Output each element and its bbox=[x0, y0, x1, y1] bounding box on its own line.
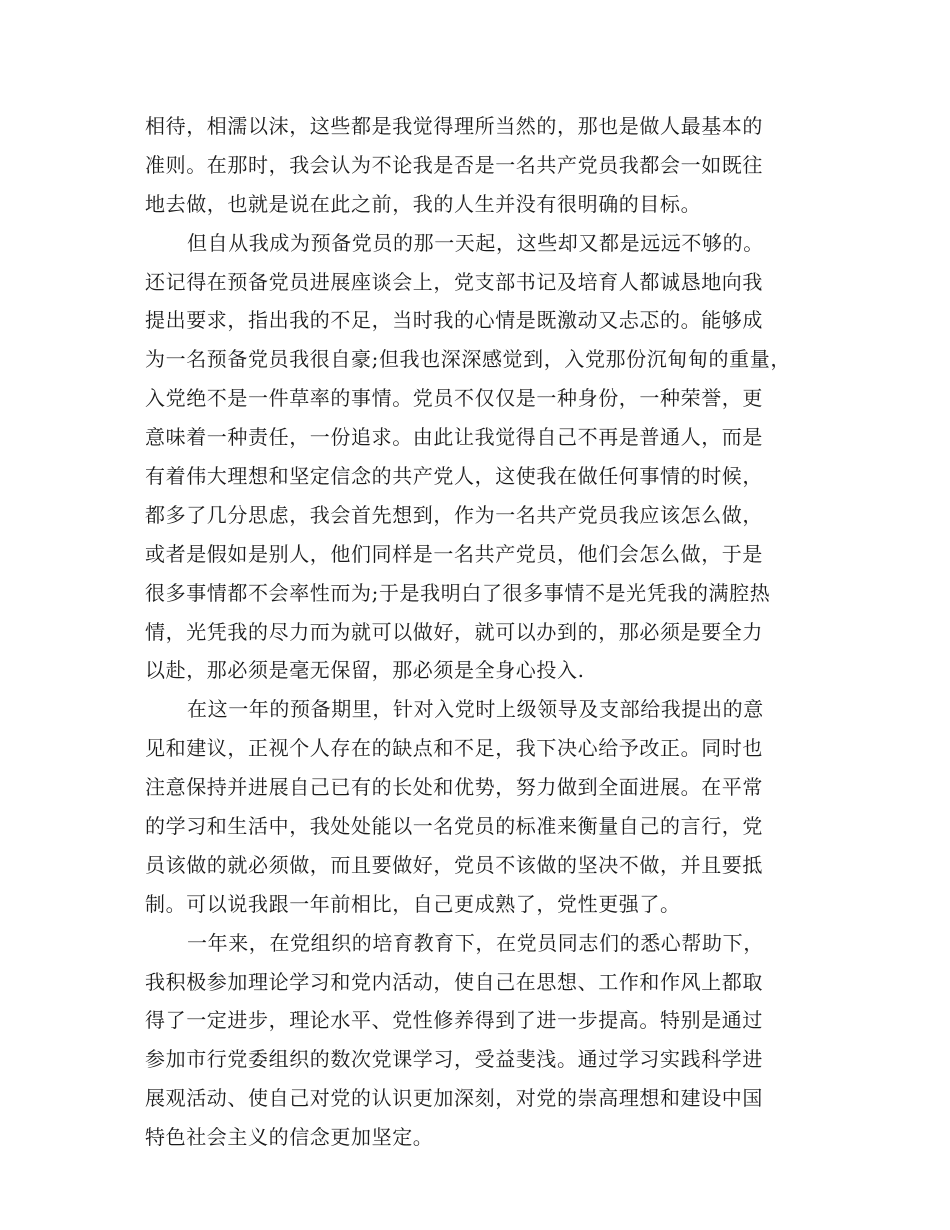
text-line: 都多了几分思虑，我会首先想到，作为一名共产党员我应该怎么做， bbox=[145, 502, 763, 527]
text-line: 意味着一种责任，一份追求。由此让我觉得自己不再是普通人，而是 bbox=[145, 425, 763, 450]
text-line: 展观活动、使自己对党的认识更加深刻，对党的崇高理想和建设中国 bbox=[145, 1086, 763, 1111]
text-line: 地去做，也就是说在此之前，我的人生并没有很明确的目标。 bbox=[145, 191, 702, 216]
text-line: 见和建议，正视个人存在的缺点和不足，我下决心给予改正。同时也 bbox=[145, 736, 763, 761]
text-line: 但自从我成为预备党员的那一天起，这些却又都是远远不够的。 bbox=[187, 230, 764, 255]
text-line: 情，光凭我的尽力而为就可以做好，就可以办到的，那必须是要全力 bbox=[145, 619, 763, 644]
text-line: 特色社会主义的信念更加坚定。 bbox=[145, 1125, 434, 1150]
text-line: 很多事情都不会率性而为;于是我明白了很多事情不是光凭我的满腔热 bbox=[145, 580, 771, 605]
text-line: 的学习和生活中，我处处能以一名党员的标准来衡量自己的言行，党 bbox=[145, 814, 763, 839]
text-line: 制。可以说我跟一年前相比，自己更成熟了，党性更强了。 bbox=[145, 891, 681, 916]
text-line: 为一名预备党员我很自豪;但我也深深感觉到，入党那份沉甸甸的重量， bbox=[145, 347, 791, 372]
text-line: 得了一定进步，理论水平、党性修养得到了进一步提高。特别是通过 bbox=[145, 1008, 763, 1033]
text-line: 以赴，那必须是毫无保留，那必须是全身心投入. bbox=[145, 658, 585, 683]
body-text bbox=[145, 107, 805, 1157]
text-line: 注意保持并进展自己已有的长处和优势，努力做到全面进展。在平常 bbox=[145, 775, 763, 800]
text-line: 准则。在那时，我会认为不论我是否是一名共产党员我都会一如既往 bbox=[145, 152, 763, 177]
text-line: 我积极参加理论学习和党内活动，使自己在思想、工作和作风上都取 bbox=[145, 969, 763, 994]
text-line: 入党绝不是一件草率的事情。党员不仅仅是一种身份，一种荣誉，更 bbox=[145, 386, 763, 411]
text-line: 参加市行党委组织的数次党课学习，受益斐浅。通过学习实践科学进 bbox=[145, 1047, 763, 1072]
text-line: 一年来，在党组织的培育教育下，在党员同志们的悉心帮助下， bbox=[187, 930, 764, 955]
text-line: 相待，相濡以沫，这些都是我觉得理所当然的，那也是做人最基本的 bbox=[145, 114, 763, 138]
text-line: 员该做的就必须做，而且要做好，党员不该做的坚决不做，并且要抵 bbox=[145, 852, 763, 877]
text-line: 有着伟大理想和坚定信念的共产党人，这使我在做任何事情的时候， bbox=[145, 464, 763, 489]
text-line: 在这一年的预备期里，针对入党时上级领导及支部给我提出的意 bbox=[187, 697, 764, 722]
text-line: 提出要求，指出我的不足，当时我的心情是既激动又忐忑的。能够成 bbox=[145, 308, 763, 333]
text-line: 还记得在预备党员进展座谈会上，党支部书记及培育人都诚恳地向我 bbox=[145, 269, 763, 294]
text-line: 或者是假如是别人，他们同样是一名共产党员，他们会怎么做，于是 bbox=[145, 541, 763, 566]
